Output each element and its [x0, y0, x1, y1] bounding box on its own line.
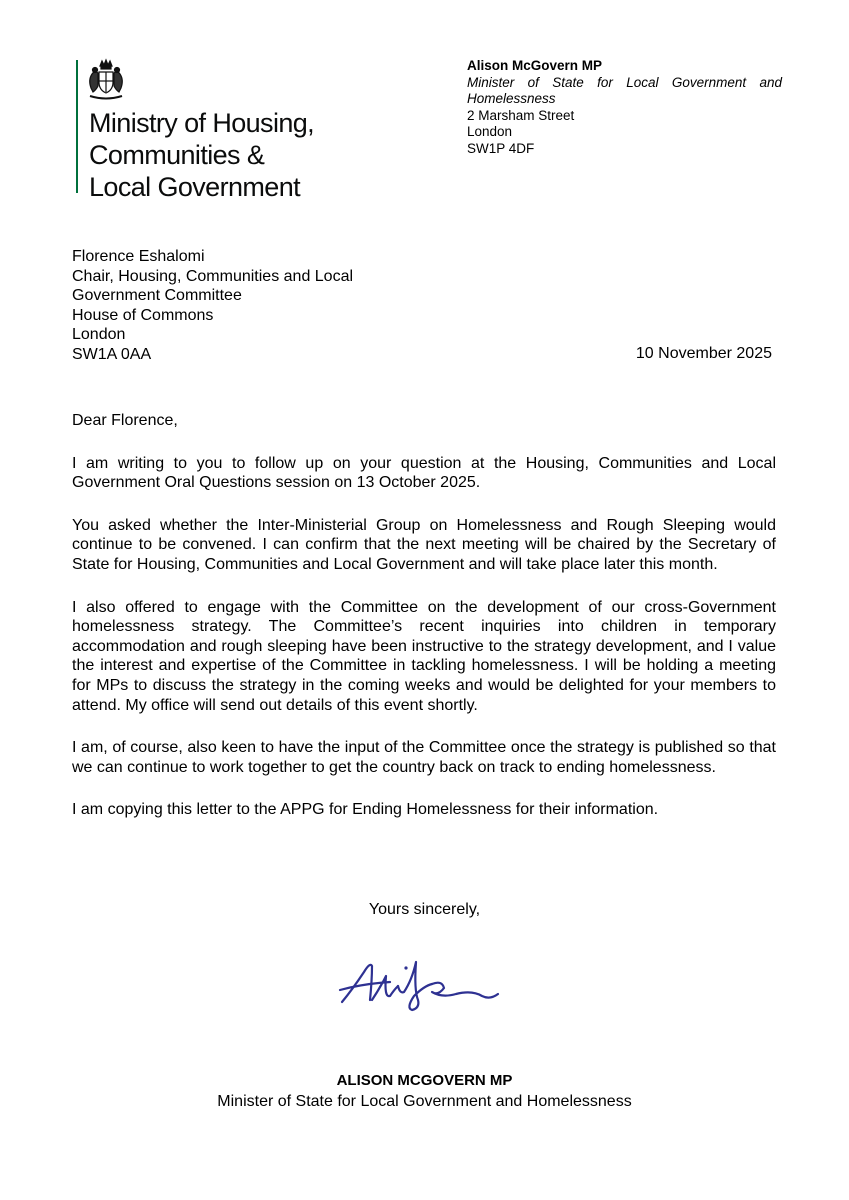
letter-date: 10 November 2025 [635, 345, 772, 362]
signatory-role: Minister of State for Local Government and Homelessness [217, 1093, 632, 1110]
recipient-line-5: London [72, 326, 126, 344]
department-line-2: Communities & [89, 140, 265, 170]
sender-address-line-1: 2 Marsham Street [467, 107, 575, 123]
body-paragraph-3: I also offered to engage with the Committee on the development of our cross-Government homelessness strategy. The Committee’s recent inquiries into children in temporary accommodation and rough sleeping have been instructive to the strategy development, and I value the interest and expertise of the Committee in tackling homelessness. I will be holding a meeting for MPs to discuss the strategy in the coming weeks and would be delighted for your members to attend. My office will send out details of this event shortly. [72, 598, 776, 714]
recipient-name: Florence Eshalomi [72, 248, 205, 265]
body-paragraph-5: I am copying this letter to the APPG for Ending Homelessness for their information. [72, 801, 659, 819]
handwritten-signature [332, 950, 512, 1020]
body-paragraph-4: I am, of course, also keen to have the input of the Committee once the strategy is published so that we can continue to work together to get the country back on track to ending homelessness. [72, 739, 776, 776]
letter-body [72, 411, 776, 843]
recipient-line-2: Chair, Housing, Communities and Local [72, 267, 354, 285]
recipient-postcode: SW1A 0AA [72, 345, 152, 363]
body-paragraph-1: I am writing to you to follow up on your question at the Housing, Communities and Local Government Oral Questions session on 13 October 2025. [72, 454, 776, 492]
closing-line: Yours sincerely, [368, 901, 481, 918]
department-name [89, 107, 314, 203]
sender-title: Minister of State for Local Government and Homelessness [467, 74, 782, 106]
recipient-line-3: Government Committee [72, 287, 242, 305]
logo-divider-line [76, 60, 78, 193]
royal-coat-of-arms-icon [84, 58, 128, 102]
signatory-name: ALISON MCGOVERN MP [336, 1072, 513, 1089]
sender-name: Alison McGovern MP [467, 58, 603, 73]
department-line-3: Local Government [89, 172, 301, 202]
sender-address-line-2: London [467, 124, 513, 139]
recipient-address [72, 247, 353, 365]
sender-address-line-3: SW1P 4DF [467, 140, 535, 156]
sender-block [467, 58, 782, 157]
department-line-1: Ministry of Housing, [89, 108, 315, 138]
body-paragraph-2: You asked whether the Inter-Ministerial Group on Homelessness and Rough Sleeping would continue to be convened. I can confirm that the next meeting will be chaired by the Secretary of State for Housing, Communities and Local Government and will take place later this month. [72, 516, 776, 573]
salutation: Dear Florence, [72, 412, 178, 429]
recipient-line-4: House of Commons [72, 306, 214, 324]
